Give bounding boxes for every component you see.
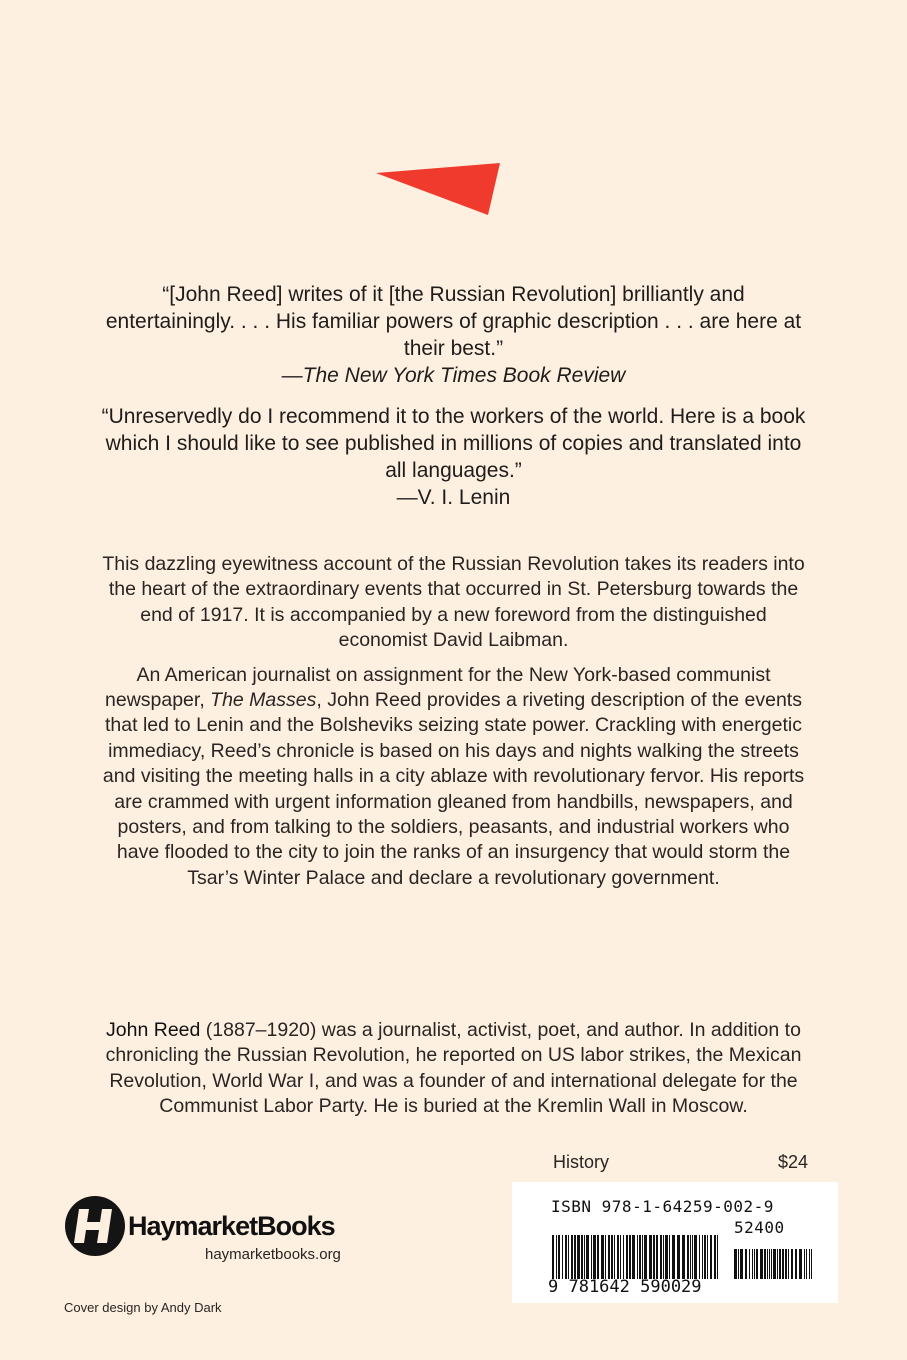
cover-design-credit: Cover design by Andy Dark bbox=[64, 1300, 222, 1315]
red-flag-icon bbox=[376, 163, 500, 215]
ean-digits: 9 781642 590029 bbox=[548, 1277, 702, 1297]
bio-paragraph bbox=[100, 1018, 807, 1120]
quote-attribution: —V. I. Lenin bbox=[396, 486, 511, 509]
category-label: History bbox=[553, 1152, 610, 1172]
barcode-bars bbox=[552, 1235, 814, 1279]
quote-text: “Unreservedly do I recommend it to the workers of the world. Here is a book which I should like to see published in millions of copies and translated into all languages.” bbox=[101, 405, 806, 482]
publisher-url: haymarketbooks.org bbox=[205, 1246, 341, 1263]
price-label: $24 bbox=[778, 1152, 809, 1172]
author-bio bbox=[100, 1018, 807, 1120]
author-name: John Reed bbox=[106, 1019, 201, 1041]
quote-nyt bbox=[100, 281, 807, 389]
price-code: 52400 bbox=[734, 1218, 785, 1237]
review-quotes bbox=[100, 281, 807, 511]
description-paragraph: This dazzling eyewitness account of the Russian Revolution takes its readers into the heart of the extraordinary events that occurred in St. Petersburg towards the end of 1917. It is accompanied by a new foreword from the distinguished economist David Laibman. bbox=[102, 553, 805, 652]
quote-attribution: —The New York Times Book Review bbox=[281, 364, 626, 387]
publisher-name: HaymarketBooks bbox=[128, 1211, 335, 1241]
quote-text: “[John Reed] writes of it [the Russian Revolution] brilliantly and entertainingly. . . . His familiar powers of graphic description . . . are here at their best.” bbox=[105, 283, 802, 360]
haymarket-logo-icon bbox=[64, 1195, 126, 1257]
isbn-number: ISBN 978-1-64259-002-9 bbox=[551, 1197, 774, 1216]
description-text: An American journalist on assignment for the New York-based communist newspaper, bbox=[105, 663, 771, 712]
quote-lenin bbox=[100, 403, 807, 511]
newspaper-title: The Masses bbox=[210, 689, 317, 712]
bio-text: (1887–1920) was a journalist, activist, poet, and author. In addition to chronicling the Russian Revolution, he reported on US labor strikes, the Mexican Revolution, World War I, and was a founder of and international delegate for the Communist Labor Party. He is buried at the Kremlin Wall in Moscow. bbox=[105, 1019, 802, 1118]
description-paragraph bbox=[100, 663, 807, 892]
isbn-barcode bbox=[512, 1182, 838, 1303]
description-text: , John Reed provides a riveting description of the events that led to Lenin and the Bolsheviks seizing state power. Crackling with energetic immediacy, Reed’s chronicle is based on his days and nights walking the streets and visiting the meeting halls in a city ablaze with revolutionary fervor. His reports are crammed with urgent information gleaned from handbills, newspapers, and posters, and from talking to the soldiers, peasants, and industrial workers who have flooded to the city to join the ranks of an insurgency that would storm the Tsar’s Winter Palace and declare a revolutionary government. bbox=[102, 689, 805, 889]
book-description bbox=[100, 552, 807, 891]
